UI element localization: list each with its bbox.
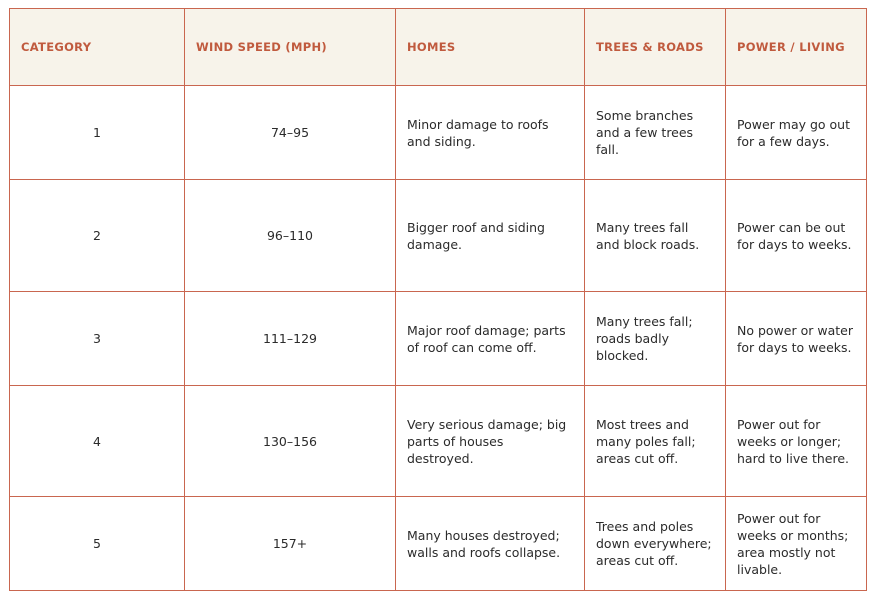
table-row (10, 292, 867, 386)
category-cell: 1 (10, 86, 185, 180)
trees-roads-cell: Some branches and a few trees fall. (585, 86, 726, 180)
power-living-cell: No power or water for days to weeks. (726, 292, 867, 386)
homes-cell: Many houses destroyed; walls and roofs collapse. (396, 497, 585, 591)
header-power-living: POWER / LIVING (726, 9, 867, 86)
trees-roads-cell: Many trees fall; roads badly blocked. (585, 292, 726, 386)
wind-speed-cell: 96–110 (185, 180, 396, 292)
category-cell: 5 (10, 497, 185, 591)
wind-speed-cell: 74–95 (185, 86, 396, 180)
category-cell: 3 (10, 292, 185, 386)
table-row (10, 497, 867, 591)
homes-cell: Minor damage to roofs and siding. (396, 86, 585, 180)
category-cell: 4 (10, 386, 185, 497)
header-wind-speed: WIND SPEED (MPH) (185, 9, 396, 86)
table-row (10, 180, 867, 292)
homes-cell: Bigger roof and siding damage. (396, 180, 585, 292)
homes-cell: Very serious damage; big parts of houses destroyed. (396, 386, 585, 497)
hurricane-category-table (9, 8, 867, 591)
table-row (10, 86, 867, 180)
trees-roads-cell: Trees and poles down everywhere; areas cut off. (585, 497, 726, 591)
power-living-cell: Power out for weeks or longer; hard to live there. (726, 386, 867, 497)
header-row (10, 9, 867, 86)
trees-roads-cell: Many trees fall and block roads. (585, 180, 726, 292)
category-cell: 2 (10, 180, 185, 292)
homes-cell: Major roof damage; parts of roof can come off. (396, 292, 585, 386)
power-living-cell: Power may go out for a few days. (726, 86, 867, 180)
table-row (10, 386, 867, 497)
wind-speed-cell: 157+ (185, 497, 396, 591)
wind-speed-cell: 111–129 (185, 292, 396, 386)
power-living-cell: Power out for weeks or months; area mostly not livable. (726, 497, 867, 591)
header-homes: HOMES (396, 9, 585, 86)
wind-speed-cell: 130–156 (185, 386, 396, 497)
header-trees-roads: TREES & ROADS (585, 9, 726, 86)
header-category: CATEGORY (10, 9, 185, 86)
trees-roads-cell: Most trees and many poles fall; areas cut off. (585, 386, 726, 497)
power-living-cell: Power can be out for days to weeks. (726, 180, 867, 292)
